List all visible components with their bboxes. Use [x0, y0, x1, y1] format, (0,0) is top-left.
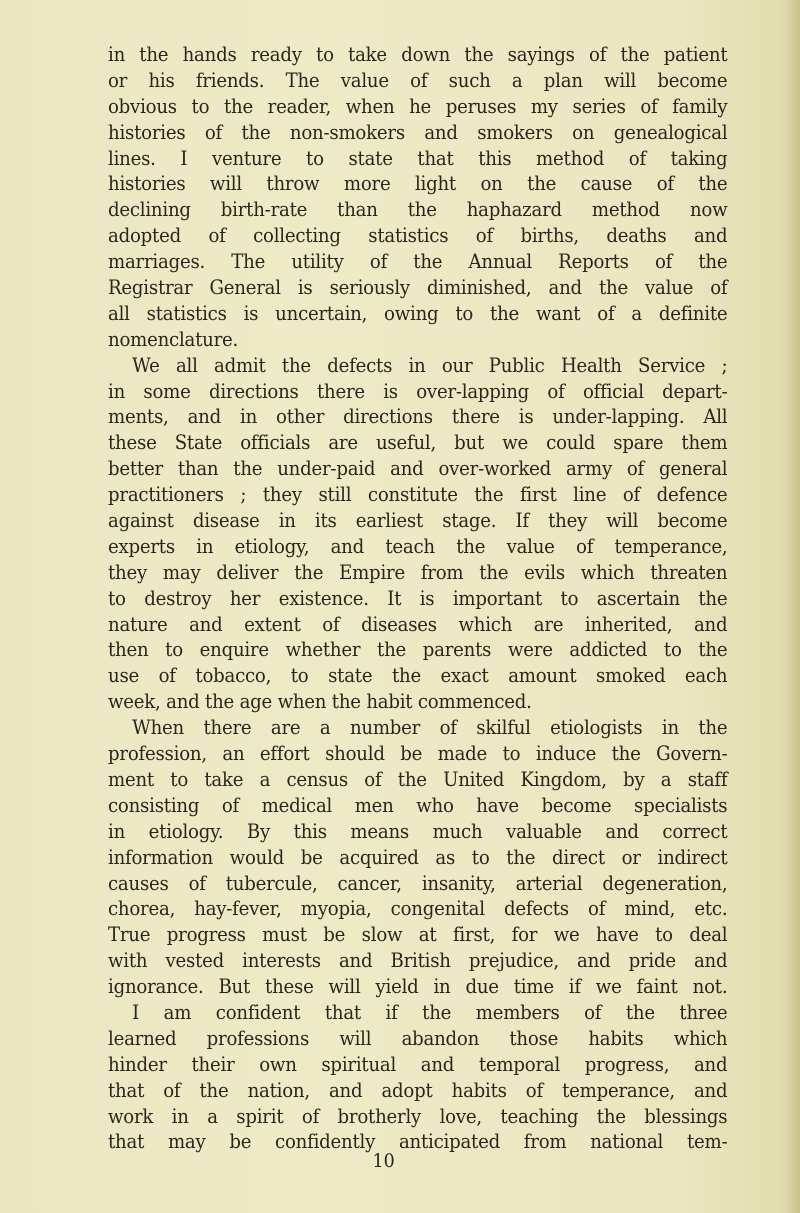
text-line: or his friends. The value of such a plan will become	[108, 68, 728, 92]
text-line: information would be acquired as to the direct or indirect	[108, 845, 728, 869]
text-line: nature and extent of diseases which are inherited, and	[108, 612, 728, 636]
text-line: ment to take a census of the United Kingdom, by a staff	[108, 767, 728, 791]
text-line: that may be confidently anticipated from national tem-	[108, 1130, 728, 1154]
text-line: week, and the age when the habit commenced.	[108, 690, 532, 714]
text-line: adopted of collecting statistics of births, deaths and	[108, 224, 728, 248]
text-line: in some directions there is over-lapping of official depart-	[108, 379, 728, 403]
text-line: True progress must be slow at first, for we have to deal	[108, 923, 728, 947]
page-number: 10	[372, 1150, 395, 1172]
text-line: practitioners ; they still constitute the first line of defence	[108, 483, 728, 507]
text-line: then to enquire whether the parents were addicted to the	[108, 638, 728, 662]
text-line: in etiology. By this means much valuable and correct	[108, 819, 728, 843]
text-line: chorea, hay-fever, myopia, congenital defects of mind, etc.	[108, 897, 728, 921]
text-line: experts in etiology, and teach the value of temperance,	[108, 534, 728, 558]
text-line: declining birth-rate than the haphazard method now	[108, 198, 728, 222]
text-line: use of tobacco, to state the exact amount smoked each	[108, 664, 728, 688]
text-line: Registrar General is seriously diminished, and the value of	[108, 276, 728, 300]
text-line: profession, an effort should be made to induce the Govern-	[108, 742, 728, 766]
text-line: they may deliver the Empire from the evils which threaten	[108, 560, 728, 584]
text-line: ignorance. But these will yield in due time if we faint not.	[108, 975, 728, 999]
text-line: work in a spirit of brotherly love, teaching the blessings	[108, 1104, 728, 1128]
text-line: obvious to the reader, when he peruses my series of family	[108, 94, 728, 118]
text-line: hinder their own spiritual and temporal progress, and	[108, 1052, 728, 1076]
text-line: consisting of medical men who have become specialists	[108, 793, 728, 817]
text-line: learned professions will abandon those habits which	[108, 1026, 728, 1050]
text-line: that of the nation, and adopt habits of temperance, and	[108, 1078, 728, 1102]
text-line: lines. I venture to state that this method of taking	[108, 146, 728, 170]
page-edge-shadow	[786, 0, 800, 1213]
text-line: marriages. The utility of the Annual Reports of the	[108, 250, 728, 274]
text-line: We all admit the defects in our Public Health Service ;	[132, 353, 728, 377]
text-line: histories of the non-smokers and smokers on genealogical	[108, 120, 728, 144]
text-line: nomenclature.	[108, 327, 239, 351]
text-line: against disease in its earliest stage. If they will become	[108, 509, 728, 533]
text-line: all statistics is uncertain, owing to the want of a definite	[108, 301, 728, 325]
text-line: these State officials are useful, but we could spare them	[108, 431, 728, 455]
text-line: to destroy her existence. It is important to ascertain the	[108, 586, 728, 610]
text-line: with vested interests and British prejudice, and pride and	[108, 949, 728, 973]
text-line: When there are a number of skilful etiologists in the	[132, 716, 728, 740]
text-line: in the hands ready to take down the sayings of the patient	[108, 43, 728, 66]
text-line: ments, and in other directions there is under-lapping. All	[108, 405, 728, 429]
body-text	[108, 42, 728, 1155]
text-line: better than the under-paid and over-worked army of general	[108, 457, 728, 481]
text-line: causes of tubercule, cancer, insanity, arterial degeneration,	[108, 871, 728, 895]
text-line: histories will throw more light on the cause of the	[108, 172, 728, 196]
text-line: I am confident that if the members of the three	[132, 1000, 728, 1024]
